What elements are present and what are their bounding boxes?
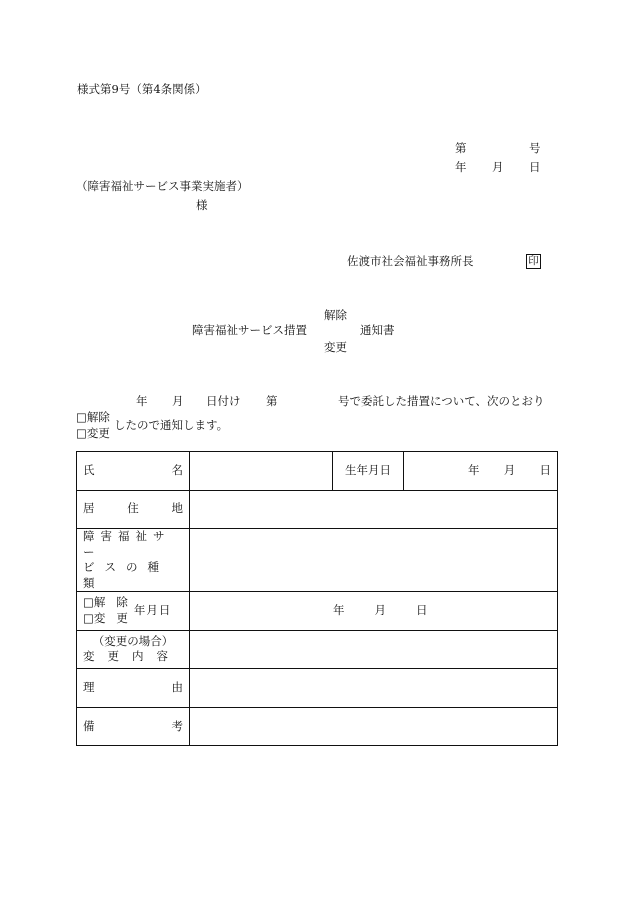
doc-date-month: 月 xyxy=(492,160,504,174)
sender-name: 佐渡市社会福祉事務所長 xyxy=(347,254,474,268)
change-date-year: 年 xyxy=(333,603,345,618)
table-row-reason xyxy=(77,669,558,708)
birth-label-cell xyxy=(333,452,404,491)
name-value-cell[interactable] xyxy=(190,452,333,491)
check-cancel-2: 除 xyxy=(116,595,128,610)
table-row-name xyxy=(77,452,558,491)
address-value-cell[interactable] xyxy=(190,490,558,529)
birth-month: 月 xyxy=(503,462,516,477)
reason-label: 理 由 xyxy=(83,680,183,695)
change-date-day: 日 xyxy=(416,603,428,618)
name-label-cell xyxy=(77,452,190,491)
birth-day: 日 xyxy=(539,462,551,477)
address-label: 居 住 地 xyxy=(83,501,183,516)
doc-date-day: 日 xyxy=(529,160,541,174)
body-month: 月 xyxy=(172,394,184,408)
title-option-change: 変更 xyxy=(324,340,347,354)
body-number-prefix: 第 xyxy=(266,394,278,408)
remarks-label-cell xyxy=(77,707,190,746)
remarks-value-cell[interactable] xyxy=(190,707,558,746)
table-row-change-detail xyxy=(77,630,558,669)
service-label-line2: ビスの種類 xyxy=(83,560,169,590)
doc-number-prefix: 第 xyxy=(455,141,467,155)
seal-stamp: 印 xyxy=(522,254,541,269)
body-text-1: 号で委託した措置について、次のとおり xyxy=(338,394,545,408)
check-change-2: 更 xyxy=(116,610,128,625)
name-label: 氏 名 xyxy=(83,462,183,477)
birth-label: 生年月日 xyxy=(345,462,391,477)
service-label-cell xyxy=(77,529,190,592)
birth-value-cell[interactable] xyxy=(404,452,558,491)
change-date-label: 年月日 xyxy=(133,603,172,618)
table-row-change-date xyxy=(77,592,558,631)
body-checkbox-change[interactable]: □変更 xyxy=(76,426,110,440)
title-main: 障害福祉サービス措置 xyxy=(192,323,307,337)
change-case-label: （変更の場合） xyxy=(92,633,174,648)
change-date-label-cell xyxy=(77,592,190,631)
form-id: 様式第9号（第4条関係） xyxy=(77,82,207,96)
doc-number-suffix: 号 xyxy=(529,141,541,155)
recipient-label: （障害福祉サービス事業実施者） xyxy=(76,179,249,193)
check-cancel-row[interactable] xyxy=(83,595,128,611)
title-option-cancel: 解除 xyxy=(324,308,347,322)
body-text-2: したので通知します。 xyxy=(114,418,229,432)
check-change[interactable]: □変 xyxy=(83,610,106,625)
check-change-row[interactable] xyxy=(83,611,128,627)
recipient-honorific: 様 xyxy=(196,198,208,212)
change-detail-label-cell xyxy=(77,630,190,669)
table-row-service xyxy=(77,529,558,592)
change-date-month: 月 xyxy=(374,603,386,618)
table-row-remarks xyxy=(77,707,558,746)
reason-label-cell xyxy=(77,669,190,708)
table-row-address xyxy=(77,490,558,529)
change-detail-value-cell[interactable] xyxy=(190,630,558,669)
form-table xyxy=(76,451,558,746)
change-detail-label: 変更内容 xyxy=(83,649,181,664)
doc-date-year: 年 xyxy=(455,160,467,174)
service-label-line1: 障害福祉サー xyxy=(83,529,171,559)
body-year: 年 xyxy=(136,394,148,408)
address-label-cell xyxy=(77,490,190,529)
birth-year: 年 xyxy=(468,462,480,477)
check-cancel[interactable]: □解 xyxy=(83,595,106,610)
title-suffix: 通知書 xyxy=(360,323,395,337)
body-checkbox-cancel[interactable]: □解除 xyxy=(76,410,110,424)
change-date-value-cell[interactable] xyxy=(190,592,558,631)
reason-value-cell[interactable] xyxy=(190,669,558,708)
service-value-cell[interactable] xyxy=(190,529,558,592)
body-date-suffix: 日付け xyxy=(206,394,241,408)
remarks-label: 備 考 xyxy=(83,718,183,733)
